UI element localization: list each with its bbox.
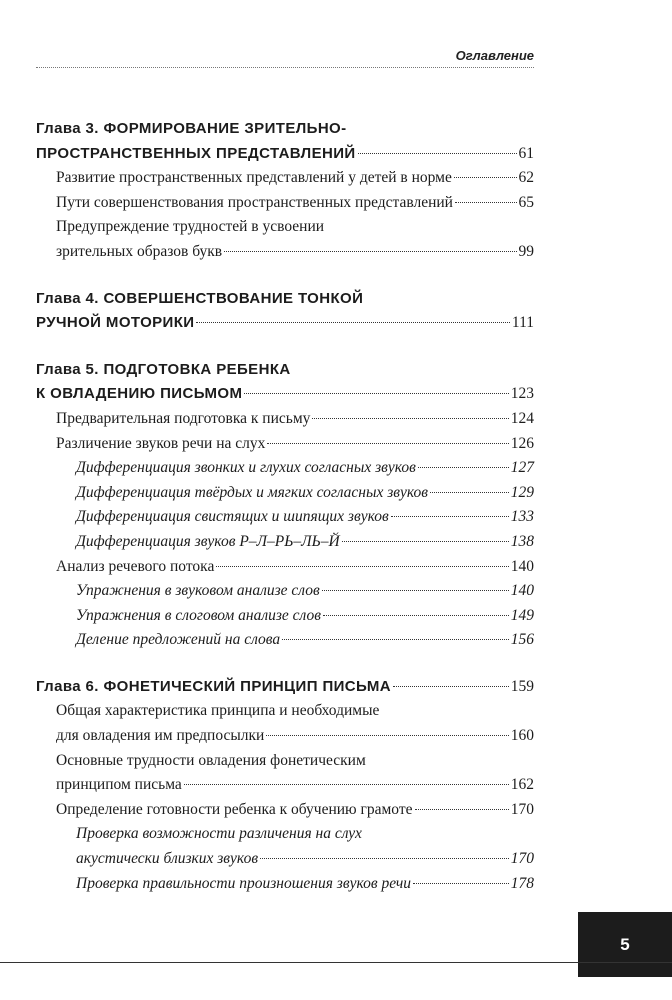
dot-leader: [244, 393, 508, 394]
toc-chapter-line: [36, 117, 534, 142]
toc-chapter-line: [36, 382, 534, 407]
toc-entry-title: Анализ речевого потока: [56, 557, 215, 575]
toc-sub-line: [36, 628, 534, 653]
toc-entry-title: РУЧНОЙ МОТОРИКИ: [36, 314, 195, 332]
toc-entry-title: акустически близких звуков: [76, 850, 259, 868]
footer-rule: [0, 962, 672, 963]
toc-gap: [36, 653, 534, 675]
dot-leader: [216, 566, 508, 567]
running-head: Оглавление: [455, 48, 534, 63]
toc-entry-title: Глава 4. СОВЕРШЕНСТВОВАНИЕ ТОНКОЙ: [36, 289, 364, 307]
toc-page-number: 127: [510, 459, 534, 477]
toc-chapter-line: [36, 311, 534, 336]
toc-entry-title: Дифференциация твёрдых и мягких согласных звуков: [76, 483, 429, 501]
toc-sub-line: [36, 847, 534, 872]
toc-sub-line: [36, 530, 534, 555]
toc-section-line: [36, 699, 534, 724]
toc-page-number: 156: [510, 631, 534, 649]
page-number: 5: [620, 934, 630, 954]
toc-section-line: [36, 215, 534, 240]
toc-sub-line: [36, 604, 534, 629]
toc-section-line: [36, 773, 534, 798]
toc-page-number: 178: [510, 874, 534, 892]
dot-leader: [418, 467, 509, 468]
toc-entry-title: Основные трудности овладения фонетическим: [56, 751, 366, 769]
toc-page-number: 160: [510, 727, 534, 745]
toc-entry-title: Упражнения в слоговом анализе слов: [76, 606, 321, 624]
toc-page-number: 126: [510, 434, 534, 452]
dot-leader: [312, 418, 508, 419]
toc-page-number: 124: [510, 409, 534, 427]
toc-page-number: 111: [511, 314, 534, 332]
dot-leader: [413, 883, 509, 884]
toc-entry-title: Глава 5. ПОДГОТОВКА РЕБЕНКА: [36, 360, 291, 378]
dot-leader: [323, 615, 509, 616]
dot-leader: [455, 202, 517, 203]
toc-entry-title: Общая характеристика принципа и необходимые: [56, 702, 380, 720]
toc-entry-title: Пути совершенствования пространственных представлений: [56, 193, 453, 211]
toc-page-number: 140: [510, 557, 534, 575]
toc-section-line: [36, 724, 534, 749]
toc-page-number: 162: [510, 776, 534, 794]
dot-leader: [224, 251, 516, 252]
toc-page-number: 170: [510, 800, 534, 818]
dot-leader: [282, 639, 509, 640]
toc-entry-title: Проверка правильности произношения звуков речи: [76, 874, 412, 892]
dot-leader: [260, 858, 509, 859]
header-rule: [36, 67, 534, 68]
toc-sub-line: [36, 579, 534, 604]
toc-section-line: [36, 555, 534, 580]
toc-entry-title: Предварительная подготовка к письму: [56, 409, 311, 427]
toc-page-number: 123: [510, 385, 534, 403]
toc-page-number: 133: [510, 508, 534, 526]
toc-chapter-line: [36, 142, 534, 167]
toc-page-number: 99: [518, 242, 534, 260]
toc-page-number: 62: [518, 169, 534, 187]
toc-page-number: 159: [510, 677, 534, 695]
toc-sub-line: [36, 822, 534, 847]
toc-entry-title: Различение звуков речи на слух: [56, 434, 266, 452]
toc-entry-title: Определение готовности ребенка к обучению грамоте: [56, 800, 413, 818]
toc-sub-line: [36, 481, 534, 506]
toc-page-number: 61: [518, 144, 534, 162]
table-of-contents: [36, 117, 534, 896]
toc-entry-title: принципом письма: [56, 776, 182, 794]
toc-entry-title: К ОВЛАДЕНИЮ ПИСЬМОМ: [36, 385, 243, 403]
toc-sub-line: [36, 872, 534, 897]
toc-gap: [36, 265, 534, 287]
toc-entry-title: Деление предложений на слова: [76, 631, 281, 649]
toc-section-line: [36, 240, 534, 265]
toc-chapter-line: [36, 675, 534, 700]
toc-gap: [36, 336, 534, 358]
dot-leader: [267, 443, 508, 444]
toc-entry-title: Глава 3. ФОРМИРОВАНИЕ ЗРИТЕЛЬНО-: [36, 120, 347, 137]
dot-leader: [393, 686, 509, 687]
dot-leader: [358, 153, 517, 154]
dot-leader: [322, 590, 509, 591]
toc-entry-title: Развитие пространственных представлений у детей в норме: [56, 169, 452, 187]
toc-entry-title: Дифференциация звуков Р–Л–РЬ–ЛЬ–Й: [76, 532, 340, 550]
dot-leader: [415, 809, 509, 810]
toc-entry-title: зрительных образов букв: [56, 242, 223, 260]
dot-leader: [196, 322, 509, 323]
toc-section-line: [36, 749, 534, 774]
dot-leader: [266, 735, 508, 736]
toc-entry-title: Глава 6. ФОНЕТИЧЕСКИЙ ПРИНЦИП ПИСЬМА: [36, 677, 391, 695]
toc-section-line: [36, 432, 534, 457]
toc-section-line: [36, 798, 534, 823]
toc-page-number: 149: [510, 606, 534, 624]
toc-page-number: 170: [510, 850, 534, 868]
toc-section-line: [36, 191, 534, 216]
toc-page-number: 65: [518, 193, 534, 211]
toc-entry-title: Дифференциация звонких и глухих согласных звуков: [76, 459, 416, 477]
toc-page-number: 138: [510, 532, 534, 550]
toc-entry-title: для овладения им предпосылки: [56, 727, 265, 745]
dot-leader: [342, 541, 509, 542]
dot-leader: [184, 784, 509, 785]
toc-entry-title: ПРОСТРАНСТВЕННЫХ ПРЕДСТАВЛЕНИЙ: [36, 144, 356, 162]
toc-page-number: 129: [510, 483, 534, 501]
toc-page-number: 140: [510, 582, 534, 600]
toc-section-line: [36, 166, 534, 191]
toc-entry-title: Проверка возможности различения на слух: [76, 825, 362, 843]
page-number-tab: [578, 912, 672, 977]
toc-entry-title: Предупреждение трудностей в усвоении: [56, 218, 325, 236]
toc-chapter-line: [36, 287, 534, 312]
dot-leader: [430, 492, 509, 493]
toc-sub-line: [36, 505, 534, 530]
toc-sub-line: [36, 456, 534, 481]
toc-entry-title: Дифференциация свистящих и шипящих звуков: [76, 508, 389, 526]
dot-leader: [454, 177, 517, 178]
toc-chapter-line: [36, 358, 534, 383]
toc-section-line: [36, 407, 534, 432]
toc-entry-title: Упражнения в звуковом анализе слов: [76, 582, 320, 600]
dot-leader: [391, 516, 509, 517]
